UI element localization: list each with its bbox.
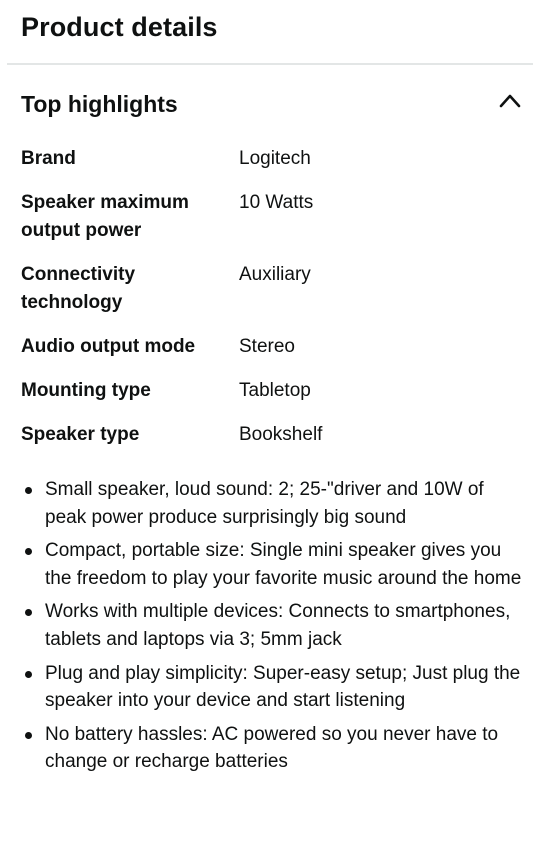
spec-label: Audio output mode <box>21 336 196 357</box>
spec-row <box>21 189 526 261</box>
section-title: Top highlights <box>21 91 178 117</box>
bullet-dot-icon <box>25 609 32 616</box>
feature-bullet-text: Compact, portable size: Single mini speaker gives you the freedom to play your favorite music around the home <box>45 540 522 589</box>
spec-row <box>21 261 526 333</box>
spec-label: Mounting type <box>21 380 151 401</box>
feature-bullet <box>23 476 523 531</box>
feature-bullet-text: Small speaker, loud sound: 2; 25-"driver and 10W of peak power produce surprisingly big sound <box>45 479 484 528</box>
spec-value: Auxiliary <box>239 264 311 285</box>
chevron-up-icon[interactable] <box>498 91 522 109</box>
spec-row <box>21 377 526 421</box>
feature-bullet <box>23 721 523 776</box>
feature-bullet-text: Plug and play simplicity: Super-easy setup; Just plug the speaker into your device and start listening <box>45 662 521 712</box>
bullet-dot-icon <box>25 487 32 494</box>
spec-label: Brand <box>21 148 76 169</box>
spec-row <box>21 421 526 465</box>
feature-bullet <box>23 660 523 715</box>
spec-row <box>21 333 526 377</box>
spec-value: Tabletop <box>239 380 311 401</box>
feature-bullet-text: Works with multiple devices: Connects to smartphones, tablets and laptops via 3; 5mm jack <box>45 601 511 650</box>
feature-bullet <box>23 537 523 592</box>
divider <box>7 63 533 65</box>
spec-value: Bookshelf <box>239 424 323 445</box>
page-title: Product details <box>21 12 218 42</box>
top-highlights-toggle[interactable] <box>0 80 540 128</box>
feature-bullet <box>23 598 523 653</box>
feature-bullets <box>23 476 523 782</box>
spec-value: 10 Watts <box>239 192 314 213</box>
spec-label: Speaker type <box>21 424 140 445</box>
spec-label: Connectivity technology <box>21 264 136 313</box>
specs-table <box>21 145 526 465</box>
bullet-dot-icon <box>25 671 32 678</box>
bullet-dot-icon <box>25 548 32 555</box>
bullet-dot-icon <box>25 732 32 739</box>
spec-label: Speaker maximum output power <box>21 192 189 241</box>
spec-value: Stereo <box>239 336 295 357</box>
spec-value: Logitech <box>239 148 311 169</box>
feature-bullet-text: No battery hassles: AC powered so you never have to change or recharge batteries <box>45 723 499 773</box>
spec-row <box>21 145 526 189</box>
